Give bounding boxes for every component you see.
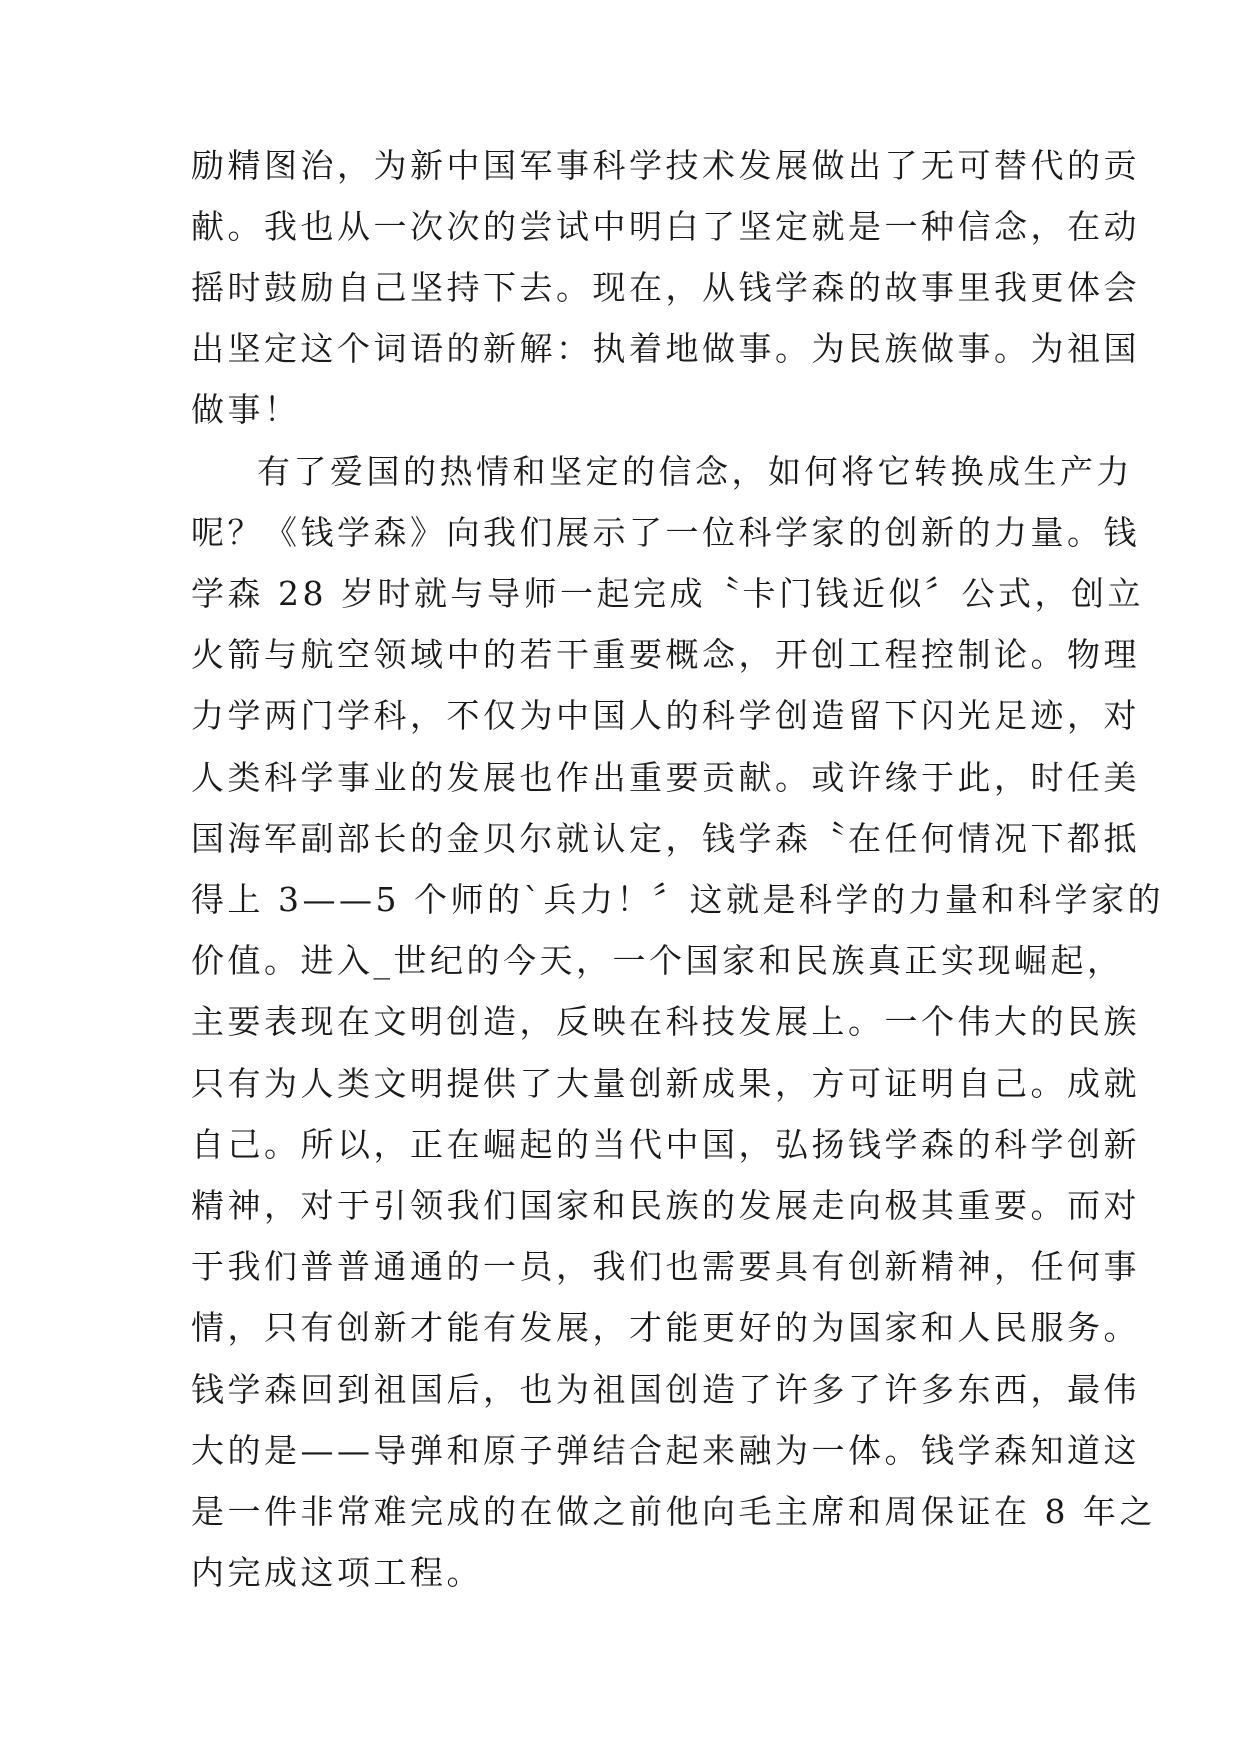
text-line: 是一件非常难完成的在做之前他向毛主席和周保证在 8 年之: [191, 1492, 1156, 1531]
text-line: 励精图治，为新中国军事科学技术发展做出了无可替代的贡: [191, 146, 1140, 185]
text-line: 火箭与航空领域中的若干重要概念，开创工程控制论。物理: [191, 635, 1140, 674]
text-line: 主要表现在文明创造，反映在科技发展上。一个伟大的民族: [191, 1002, 1140, 1041]
text-line: 献。我也从一次次的尝试中明白了坚定就是一种信念，在动: [191, 207, 1140, 246]
text-line: 学森 28 岁时就与导师一起完成〝卡门钱近似〞公式，创立: [191, 574, 1144, 613]
paragraph-first-line: 有了爱国的热情和坚定的信念，如何将它转换成生产力: [257, 452, 1133, 491]
text-line: 内完成这项工程。: [191, 1553, 483, 1592]
text-line: 做事！: [191, 390, 301, 429]
text-line: 呢？《钱学森》向我们展示了一位科学家的创新的力量。钱: [191, 513, 1140, 552]
text-line: 钱学森回到祖国后，也为祖国创造了许多了许多东西，最伟: [191, 1370, 1140, 1409]
text-line: 出坚定这个词语的新解：执着地做事。为民族做事。为祖国: [191, 329, 1140, 368]
text-line: 摇时鼓励自己坚持下去。现在，从钱学森的故事里我更体会: [191, 268, 1140, 307]
text-line: 精神，对于引领我们国家和民族的发展走向极其重要。而对: [191, 1186, 1140, 1225]
text-line: 大的是——导弹和原子弹结合起来融为一体。钱学森知道这: [191, 1431, 1140, 1470]
text-line: 国海军副部长的金贝尔就认定，钱学森〝在任何情况下都抵: [191, 819, 1140, 858]
text-line: 情，只有创新才能有发展，才能更好的为国家和人民服务。: [191, 1308, 1140, 1347]
text-line: 价值。进入_世纪的今天，一个国家和民族真正实现崛起，: [191, 941, 1124, 980]
text-line: 只有为人类文明提供了大量创新成果，方可证明自己。成就: [191, 1064, 1140, 1103]
text-line: 自己。所以，正在崛起的当代中国，弘扬钱学森的科学创新: [191, 1125, 1140, 1164]
text-line: 力学两门学科，不仅为中国人的科学创造留下闪光足迹，对: [191, 696, 1140, 735]
text-line: 于我们普普通通的一员，我们也需要具有创新精神，任何事: [191, 1247, 1140, 1286]
text-line: 得上 3——5 个师的`兵力！〞这就是科学的力量和科学家的: [191, 880, 1164, 919]
text-line: 人类科学事业的发展也作出重要贡献。或许缘于此，时任美: [191, 758, 1140, 797]
